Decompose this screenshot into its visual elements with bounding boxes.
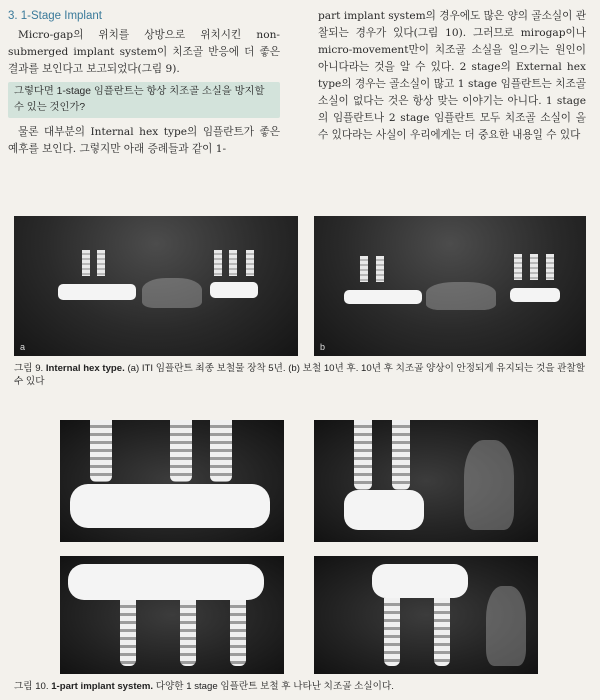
- implant-fixture: [384, 598, 400, 666]
- implant-fixture: [354, 420, 372, 490]
- implant-post: [214, 250, 222, 276]
- callout-question: 그렇다면 1-stage 임플란트는 항상 치조골 소실을 방지할 수 있는 것인가?: [8, 82, 280, 118]
- figure10-panel-1: [60, 420, 284, 542]
- implant-fixture: [120, 600, 136, 666]
- tooth: [426, 282, 496, 310]
- figure10-panel-2: [314, 420, 538, 542]
- bridge-crown: [344, 490, 424, 530]
- left-column: [8, 8, 280, 158]
- implant-fixture: [230, 600, 246, 666]
- caption-body: 다양한 1 stage 임플란트 보철 후 나타난 치조골 소실이다.: [155, 681, 394, 692]
- bridge-crown: [68, 564, 264, 600]
- implant-fixture: [392, 420, 410, 490]
- caption-body: (a) ITI 임플란트 최종 보철물 장착 5년. (b) 보철 10년 후. 10년 후 치조골 양상이 안정되게 유지되는 것을 관찰할 수 있다: [14, 363, 585, 387]
- implant-post: [246, 250, 254, 276]
- implant-fixture: [90, 420, 112, 482]
- caption-number: 그림 9.: [14, 363, 44, 374]
- bridge-crown: [372, 564, 468, 598]
- tooth: [486, 586, 526, 666]
- implant-post: [376, 256, 384, 282]
- figure9-panel-a: [14, 216, 298, 356]
- bridge-crown: [70, 484, 270, 528]
- caption-title: Internal hex type.: [45, 363, 125, 374]
- section-title: 3. 1-Stage Implant: [8, 10, 102, 22]
- bridge-crown: [210, 282, 258, 298]
- implant-post: [530, 254, 538, 280]
- implant-post: [546, 254, 554, 280]
- implant-fixture: [210, 420, 232, 482]
- paragraph-1: Micro-gap의 위치를 상방으로 위치시킨 non-submerged implant system이 치조골 반응에 더 좋은 결과를 보인다고 보고되었다(그림 9).: [8, 29, 280, 75]
- implant-post: [360, 256, 368, 282]
- figure10-caption: [14, 680, 586, 693]
- implant-fixture: [170, 420, 192, 482]
- implant-fixture: [434, 598, 450, 666]
- right-column: [318, 8, 586, 144]
- implant-fixture: [180, 600, 196, 666]
- tooth: [464, 440, 514, 530]
- figure9-caption: [14, 362, 586, 388]
- caption-title: 1-part implant system.: [51, 681, 154, 692]
- figure10-panel-3: [60, 556, 284, 674]
- tooth: [142, 278, 202, 308]
- caption-number: 그림 10.: [14, 681, 49, 692]
- panel-letter-b: b: [320, 342, 326, 352]
- bridge-crown: [510, 288, 560, 302]
- paragraph-right: part implant system의 경우에도 많은 양의 골소실이 관찰되는 경우가 있다(그림 10). 그러므로 mirogap이나 micro-movement만이 치조골 소실을 일으키는 원인이 아니다라는 것을 알 수 있다. 2 stage의 External hex type의 경우는 골소실이 많고 1 stage 임플란트는 치조골 소실이 없다는 것은 항상 맞는 이야기는 아니다. 1 stage의 임플란트나 2 stage 임플란트 모두 치조골 소실이 올 수 있다라는 사실이 우리에게는 더 중요한 내용일 수 있다: [318, 10, 586, 141]
- implant-post: [82, 250, 90, 276]
- implant-post: [97, 250, 105, 276]
- figure10-panel-4: [314, 556, 538, 674]
- figure9-panel-b: [314, 216, 586, 356]
- panel-letter-a: a: [20, 342, 26, 352]
- bridge-crown: [344, 290, 422, 304]
- implant-post: [514, 254, 522, 280]
- paragraph-2: 물론 대부분의 Internal hex type의 임플란트가 좋은 예후를 보인다. 그렇지만 아래 증례들과 같이 1-: [8, 126, 280, 155]
- bridge-crown: [58, 284, 136, 300]
- implant-post: [229, 250, 237, 276]
